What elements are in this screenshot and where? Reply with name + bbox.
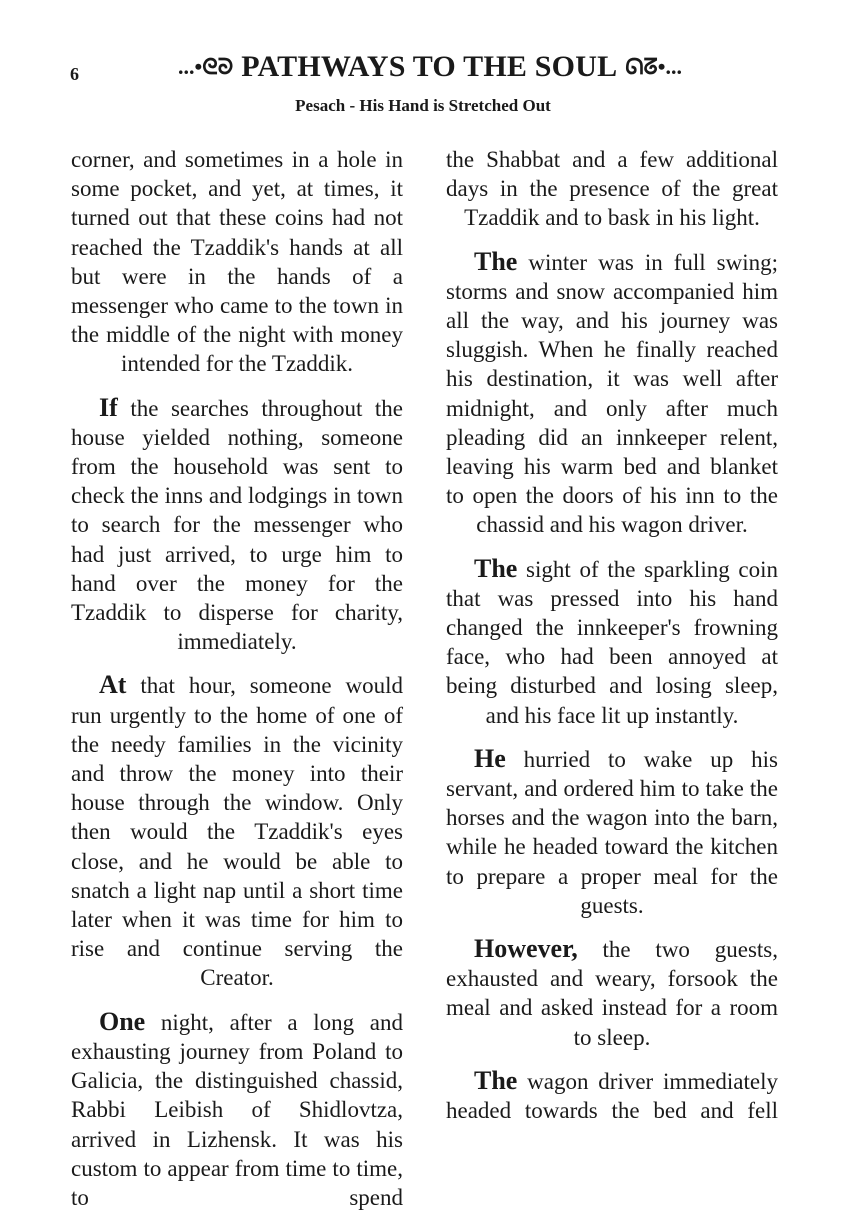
- paragraph-text: winter was in full swing; storms and snow accompanied him all the way, and his journey was sluggish. When he finally reached his destination, it was well after midnight, and only after much pleading did an innkeeper relent, leaving his warm bed and blanket to open the doors of his inn to the chassid and his wagon driver.: [446, 249, 778, 538]
- lead-word: However,: [474, 934, 578, 964]
- lead-word: The: [474, 1065, 518, 1095]
- paragraph: [446, 1066, 778, 1125]
- lead-word: The: [474, 246, 518, 276]
- paragraph: [71, 670, 403, 992]
- lead-word: The: [474, 553, 518, 583]
- left-column: [71, 145, 403, 1226]
- lead-word: If: [99, 392, 118, 422]
- paragraph-text: the two guests, exhausted and weary, forsook the meal and asked instead for a room to sleep.: [446, 937, 778, 1050]
- paragraph: [446, 744, 778, 920]
- chapter-subtitle: Pesach - His Hand is Stretched Out: [295, 96, 551, 115]
- paragraph-text: corner, and sometimes in a hole in some pocket, and yet, at times, it turned out that these coins had not reached the Tzaddik's hands at all but were in the hands of a messenger who came to the town in the middle of the night with money intended for the Tzaddik.: [71, 147, 403, 377]
- page-number: 6: [70, 64, 79, 84]
- lead-word: One: [99, 1006, 146, 1036]
- paragraph: [446, 934, 778, 1052]
- paragraph-text: wagon driver immediately headed towards the bed and fell: [446, 1068, 778, 1124]
- page-header: [0, 50, 846, 90]
- paragraph: [71, 393, 403, 657]
- paragraph-text: the searches throughout the house yielded nothing, someone from the household was sent to check the inns and lodgings in town to search for the messenger who had just arrived, to urge him to hand over the money for the Tzaddik to disperse for charity, immediately.: [71, 395, 403, 655]
- ornament-right-icon: ᘏᘔ•...: [625, 54, 682, 79]
- paragraph-text: night, after a long and exhausting journey from Poland to Galicia, the distinguished chassid, Rabbi Leibish of Shidlovtza, arrived in Lizhensk. It was his custom to appear from time to time, to spend: [71, 1009, 403, 1210]
- paragraph: [446, 145, 778, 233]
- paragraph: [446, 247, 778, 540]
- running-title: [130, 50, 730, 84]
- paragraph-text: sight of the sparkling coin that was pressed into his hand changed the innkeeper's frowning face, who had been annoyed at being disturbed and losing sleep, and his face lit up instantly.: [446, 556, 778, 728]
- paragraph-text: hurried to wake up his servant, and ordered him to take the horses and the wagon into the barn, while he headed toward the kitchen to prepare a proper meal for the guests.: [446, 746, 778, 918]
- paragraph-text: the Shabbat and a few additional days in the presence of the great Tzaddik and to bask in his light.: [446, 147, 778, 231]
- right-column: [446, 145, 778, 1139]
- lead-word: He: [474, 743, 506, 773]
- book-title: PATHWAYS TO THE SOUL: [241, 50, 618, 83]
- ornament-left-icon: ...•ᘓᘐ: [178, 54, 234, 79]
- paragraph: [71, 145, 403, 379]
- paragraph: [446, 554, 778, 730]
- lead-word: At: [99, 670, 127, 700]
- paragraph: [71, 1007, 403, 1212]
- paragraph-text: that hour, someone would run urgently to the home of one of the needy families in the vicinity and throw the money into their house through the window. Only then would the Tzaddik's eyes close, and he would be able to snatch a light nap until a short time later when it was time for him to rise and continue serving the Creator.: [71, 673, 403, 991]
